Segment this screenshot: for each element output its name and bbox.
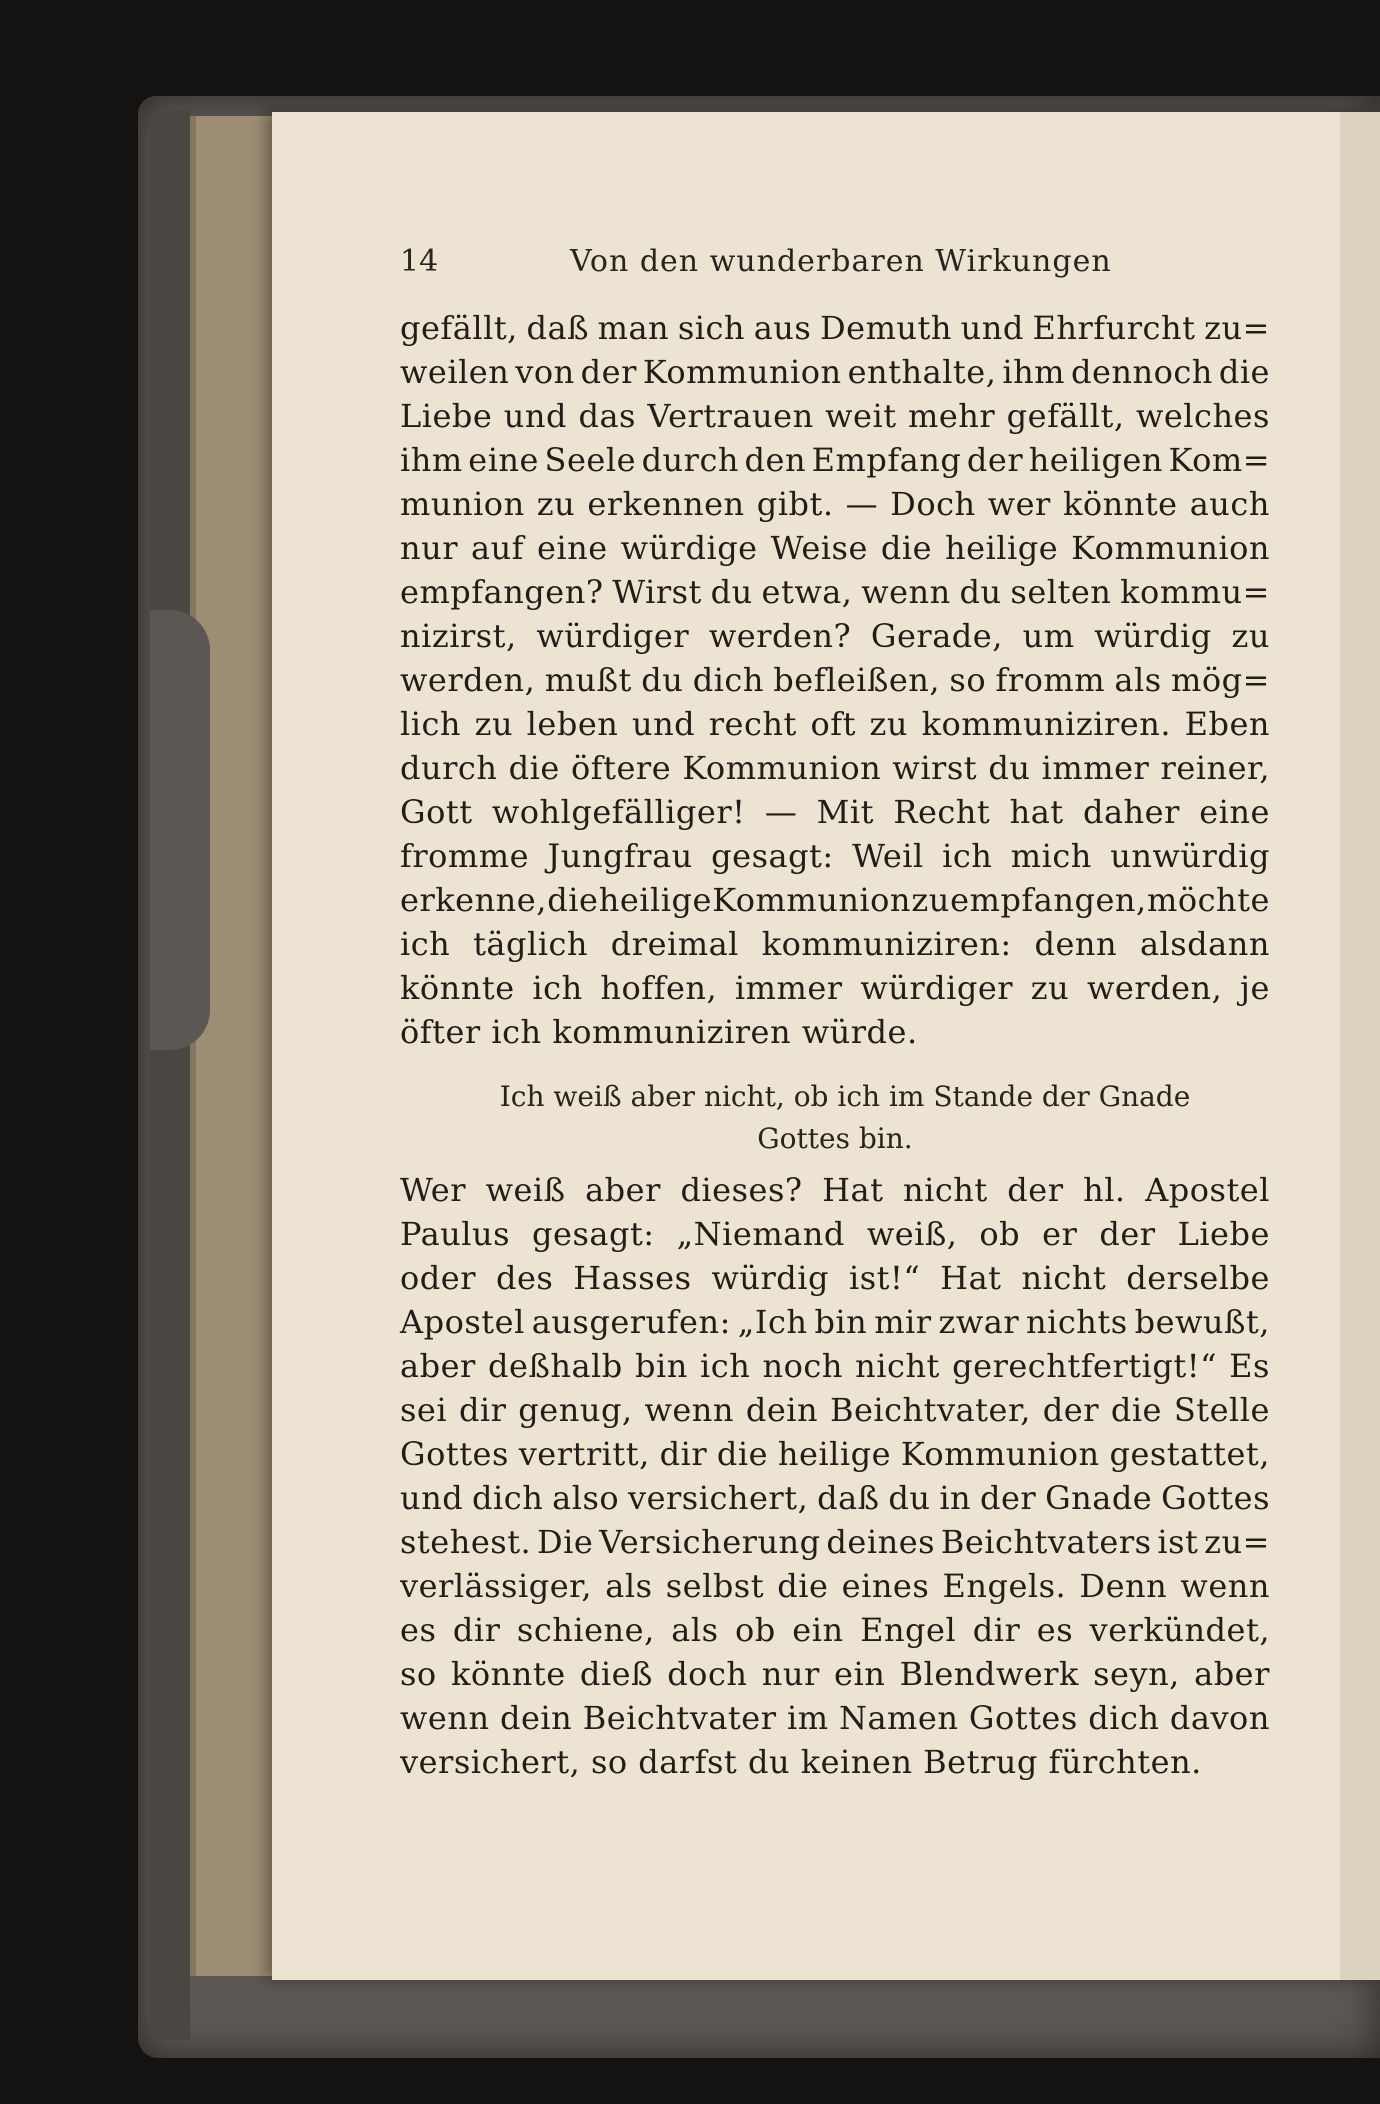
text-line: durch die öftere Kommunion wirst du immer reiner, bbox=[400, 749, 1270, 787]
text-line: empfangen? Wirst du etwa, wenn du selten kommu= bbox=[400, 573, 1270, 611]
text-line: stehest. Die Versicherung deines Beichtvaters ist zu= bbox=[400, 1523, 1270, 1561]
text-line: nizirst, würdiger werden? Gerade, um würdig zu bbox=[400, 617, 1270, 655]
text-line: Gottes vertritt, dir die heilige Kommunion gestattet, bbox=[400, 1435, 1270, 1473]
text-line: und dich also versichert, daß du in der Gnade Gottes bbox=[400, 1479, 1270, 1517]
text-line: wenn dein Beichtvater im Namen Gottes dich davon bbox=[400, 1699, 1270, 1737]
section-heading-line-1: Ich weiß aber nicht, ob ich im Stande der Gnade bbox=[499, 1080, 1191, 1113]
text-line: fromme Jungfrau gesagt: Weil ich mich unwürdig bbox=[400, 837, 1270, 875]
text-line: versichert, so darfst du keinen Betrug fürchten. bbox=[400, 1743, 1202, 1781]
text-line: sei dir genug, wenn dein Beichtvater, der die Stelle bbox=[400, 1391, 1270, 1429]
text-line: ihm eine Seele durch den Empfang der heiligen Kom= bbox=[400, 441, 1270, 479]
text-line: Liebe und das Vertrauen weit mehr gefällt, welches bbox=[400, 397, 1270, 435]
section-heading-line-2: Gottes bin. bbox=[757, 1122, 913, 1155]
page-edge-shadow bbox=[1340, 112, 1380, 1980]
text-line: so könnte dieß doch nur ein Blendwerk seyn, aber bbox=[400, 1655, 1270, 1693]
cover-spine-edge bbox=[150, 110, 190, 2040]
endpaper-notch bbox=[150, 610, 210, 1050]
text-line: es dir schiene, als ob ein Engel dir es verkündet, bbox=[400, 1611, 1270, 1649]
text-line: weilen von der Kommunion enthalte, ihm dennoch die bbox=[400, 353, 1270, 391]
section-heading bbox=[400, 1076, 1270, 1160]
text-line: ich täglich dreimal kommuniziren: denn alsdann bbox=[400, 925, 1270, 963]
text-line: gefällt, daß man sich aus Demuth und Ehrfurcht zu= bbox=[400, 309, 1270, 347]
text-line: öfter ich kommuniziren würde. bbox=[400, 1013, 918, 1051]
paragraph-2 bbox=[400, 1168, 1270, 1784]
text-line: Gott wohlgefälliger! — Mit Recht hat daher eine bbox=[400, 793, 1270, 831]
text-line: Paulus gesagt: „Niemand weiß, ob er der Liebe bbox=[400, 1215, 1270, 1253]
text-line: erkenne, die heilige Kommunion zu empfangen, möchte bbox=[400, 881, 1270, 919]
text-line: Apostel ausgerufen: „Ich bin mir zwar nichts bewußt, bbox=[400, 1303, 1270, 1341]
text-line: oder des Hasses würdig ist!“ Hat nicht derselbe bbox=[400, 1259, 1270, 1297]
text-line: nur auf eine würdige Weise die heilige Kommunion bbox=[400, 529, 1270, 567]
text-line: aber deßhalb bin ich noch nicht gerechtfertigt!“ Es bbox=[400, 1347, 1270, 1385]
page-header bbox=[400, 244, 1300, 288]
text-line: munion zu erkennen gibt. — Doch wer könnte auch bbox=[400, 485, 1270, 523]
page-number: 14 bbox=[400, 244, 439, 279]
text-line: werden, mußt du dich befleißen, so fromm als mög= bbox=[400, 661, 1270, 699]
text-line: verlässiger, als selbst die eines Engels. Denn wenn bbox=[400, 1567, 1270, 1605]
running-head: Von den wunderbaren Wirkungen bbox=[570, 244, 1112, 279]
text-line: Wer weiß aber dieses? Hat nicht der hl. Apostel bbox=[400, 1171, 1270, 1209]
text-line: könnte ich hoffen, immer würdiger zu werden, je bbox=[400, 969, 1270, 1007]
paragraph-1 bbox=[400, 306, 1270, 1054]
text-line: lich zu leben und recht oft zu kommuniziren. Eben bbox=[400, 705, 1270, 743]
